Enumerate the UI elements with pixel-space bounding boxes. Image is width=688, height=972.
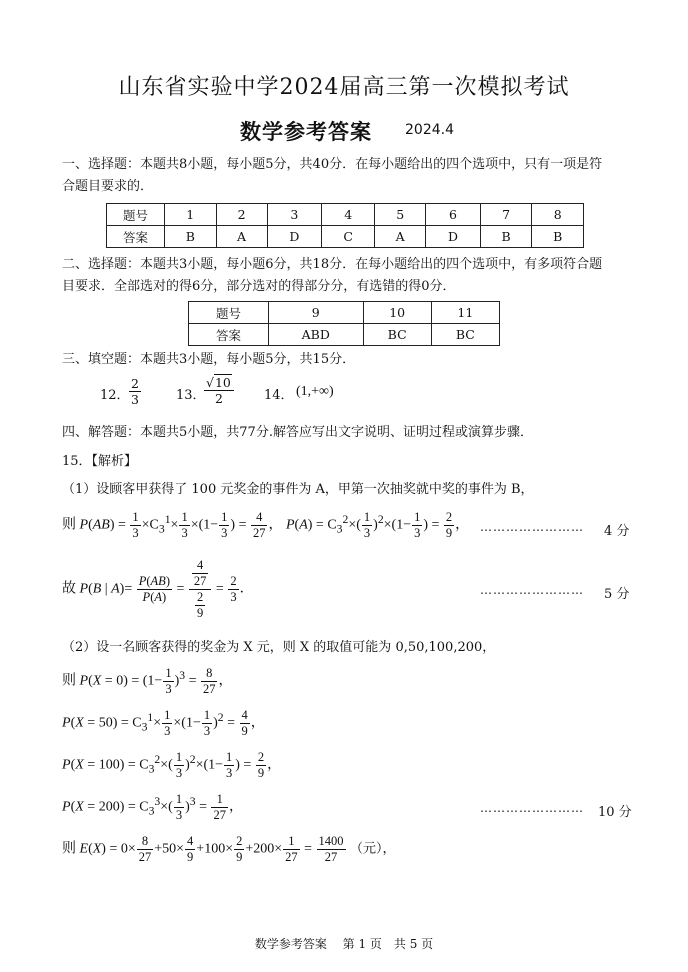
answer-cell: A [375, 226, 426, 248]
question-number: 7 [480, 204, 532, 226]
formula-p-b-given-a: 故 P(B | A)= $\frac{P(AB)}{P(A)}$ = $\frac{\frac{4}{27}}{\frac{2}{9}}$ = $\frac{2}{3}$ ． [62, 558, 254, 620]
question-number: 9 [269, 302, 364, 324]
q15-part1-intro: （1）设顾客甲获得了 100 元奖金的事件为 A，甲第一次抽奖就中奖的事件为 B， [62, 482, 534, 497]
q15-heading: 15．【解析】 [62, 454, 138, 469]
answer-cell: C [322, 226, 375, 248]
answer-cell: D [267, 226, 322, 248]
question-number: 11 [431, 302, 499, 324]
table-row [107, 204, 584, 226]
row-label: 题号 [107, 204, 165, 226]
section4-intro: 四、解答题：本题共5小题，共77分.解答应写出文字说明、证明过程或演算步骤． [62, 425, 533, 440]
page-subtitle: 数学参考答案 [240, 119, 372, 144]
section2-intro-line1: 二、选择题：本题共3小题，每小题6分，共18分．在每小题给出的四个选项中，有多项符合题 [62, 257, 603, 272]
q13-denominator: 2 [214, 391, 223, 406]
q13-answer [203, 374, 235, 406]
unit-label: （元）， [350, 840, 396, 856]
section3-intro: 三、填空题：本题共3小题，每小题5分，共15分． [62, 352, 356, 367]
answer-cell: B [480, 226, 532, 248]
exam-date: 2024.4 [405, 122, 454, 138]
dots-leader: …………………… [480, 520, 584, 534]
q12-numerator: 2 [131, 376, 139, 391]
table-row [189, 302, 500, 324]
section1-answer-table [106, 203, 584, 248]
section2-answer-table [188, 301, 500, 346]
q12-label: 12． [100, 388, 130, 403]
question-number: 1 [165, 204, 217, 226]
exam-title: 山东省实验中学2024届高三第一次模拟考试 [118, 75, 570, 100]
answer-cell: BC [363, 324, 431, 346]
formula-px100: $P(X = 100) = C_3^2\times$( $\frac{1}{3}$ )$^2$×(1− $\frac{1}{3}$ ) = $\frac{2}{9}$ ， [62, 750, 282, 780]
section2-intro-line2: 目要求．全部选对的得6分，部分选对的得部分分，有选错的得0分． [62, 279, 456, 294]
question-number: 8 [532, 204, 584, 226]
answer-cell: A [216, 226, 267, 248]
formula-px50: $P(X = 50) = C_3^1\times$ $\frac{1}{3}$ ×(1− $\frac{1}{3}$ )$^2$ = $\frac{4}{9}$ ， [62, 708, 265, 738]
row-label: 答案 [107, 226, 165, 248]
table-row [189, 324, 500, 346]
answer-cell: BC [431, 324, 499, 346]
row-label: 答案 [189, 324, 269, 346]
formula-expectation: 则 E(X) = 0× $\frac{8}{27}$ +50× $\frac{4}{9}$ +100× $\frac{2}{9}$ +200× $\frac{1}{27}$ = $\frac{1400}{27}$ （元）， [62, 834, 396, 864]
score-5: 5 分 [604, 587, 630, 602]
score-4: 4 分 [604, 524, 630, 539]
question-number: 10 [363, 302, 431, 324]
question-number: 4 [322, 204, 375, 226]
q13-label: 13． [176, 388, 206, 403]
answer-cell: B [165, 226, 217, 248]
section1-intro-line1: 一、选择题：本题共8小题，每小题5分，共40分．在每小题给出的四个选项中，只有一项是符 [62, 157, 603, 172]
section1-intro-line2: 合题目要求的． [62, 179, 154, 194]
table-row [107, 226, 584, 248]
row-label: 题号 [189, 302, 269, 324]
q12-answer [128, 376, 142, 407]
formula-px200: $P(X = 200) = C_3^3\times$( $\frac{1}{3}$ )$^3$ = $\frac{1}{27}$ ， [62, 792, 243, 822]
answer-cell: B [532, 226, 584, 248]
question-number: 2 [216, 204, 267, 226]
answer-cell: D [426, 226, 481, 248]
sqrt-sign-icon: √ [206, 375, 214, 390]
score-10: 10 分 [598, 805, 632, 820]
formula-px0: 则 P(X = 0) = (1− $\frac{1}{3}$ )$^3$ = $\frac{8}{27}$ ， [62, 666, 233, 696]
q12-denominator: 3 [131, 392, 139, 407]
answer-cell: ABD [269, 324, 364, 346]
page-footer: 数学参考答案 第 1 页 共 5 页 [254, 937, 434, 951]
dots-leader: …………………… [480, 801, 584, 815]
question-number: 3 [267, 204, 322, 226]
q14-answer: (1,+∞) [296, 384, 334, 399]
dots-leader: …………………… [480, 583, 584, 597]
q15-part2-intro: （2）设一名顾客获得的奖金为 X 元，则 X 的取值可能为 0,50,100,200， [62, 640, 496, 655]
question-number: 6 [426, 204, 481, 226]
formula-p-ab: 则 P(AB) = $\frac{1}{3}$ $\times C_3^1\times$ $\frac{1}{3}$ ×(1− $\frac{1}{3}$ ) = $\frac{4}{27}$ ， $P(A) = C_3^2\times$( $\frac{1}{3}$ )$^2$×(1− $\frac{1}{3}$ ) = $\frac{2}{9}$ ， [62, 510, 470, 540]
q13-numerator: 10 [214, 375, 231, 390]
q14-label: 14． [264, 388, 294, 403]
question-number: 5 [375, 204, 426, 226]
